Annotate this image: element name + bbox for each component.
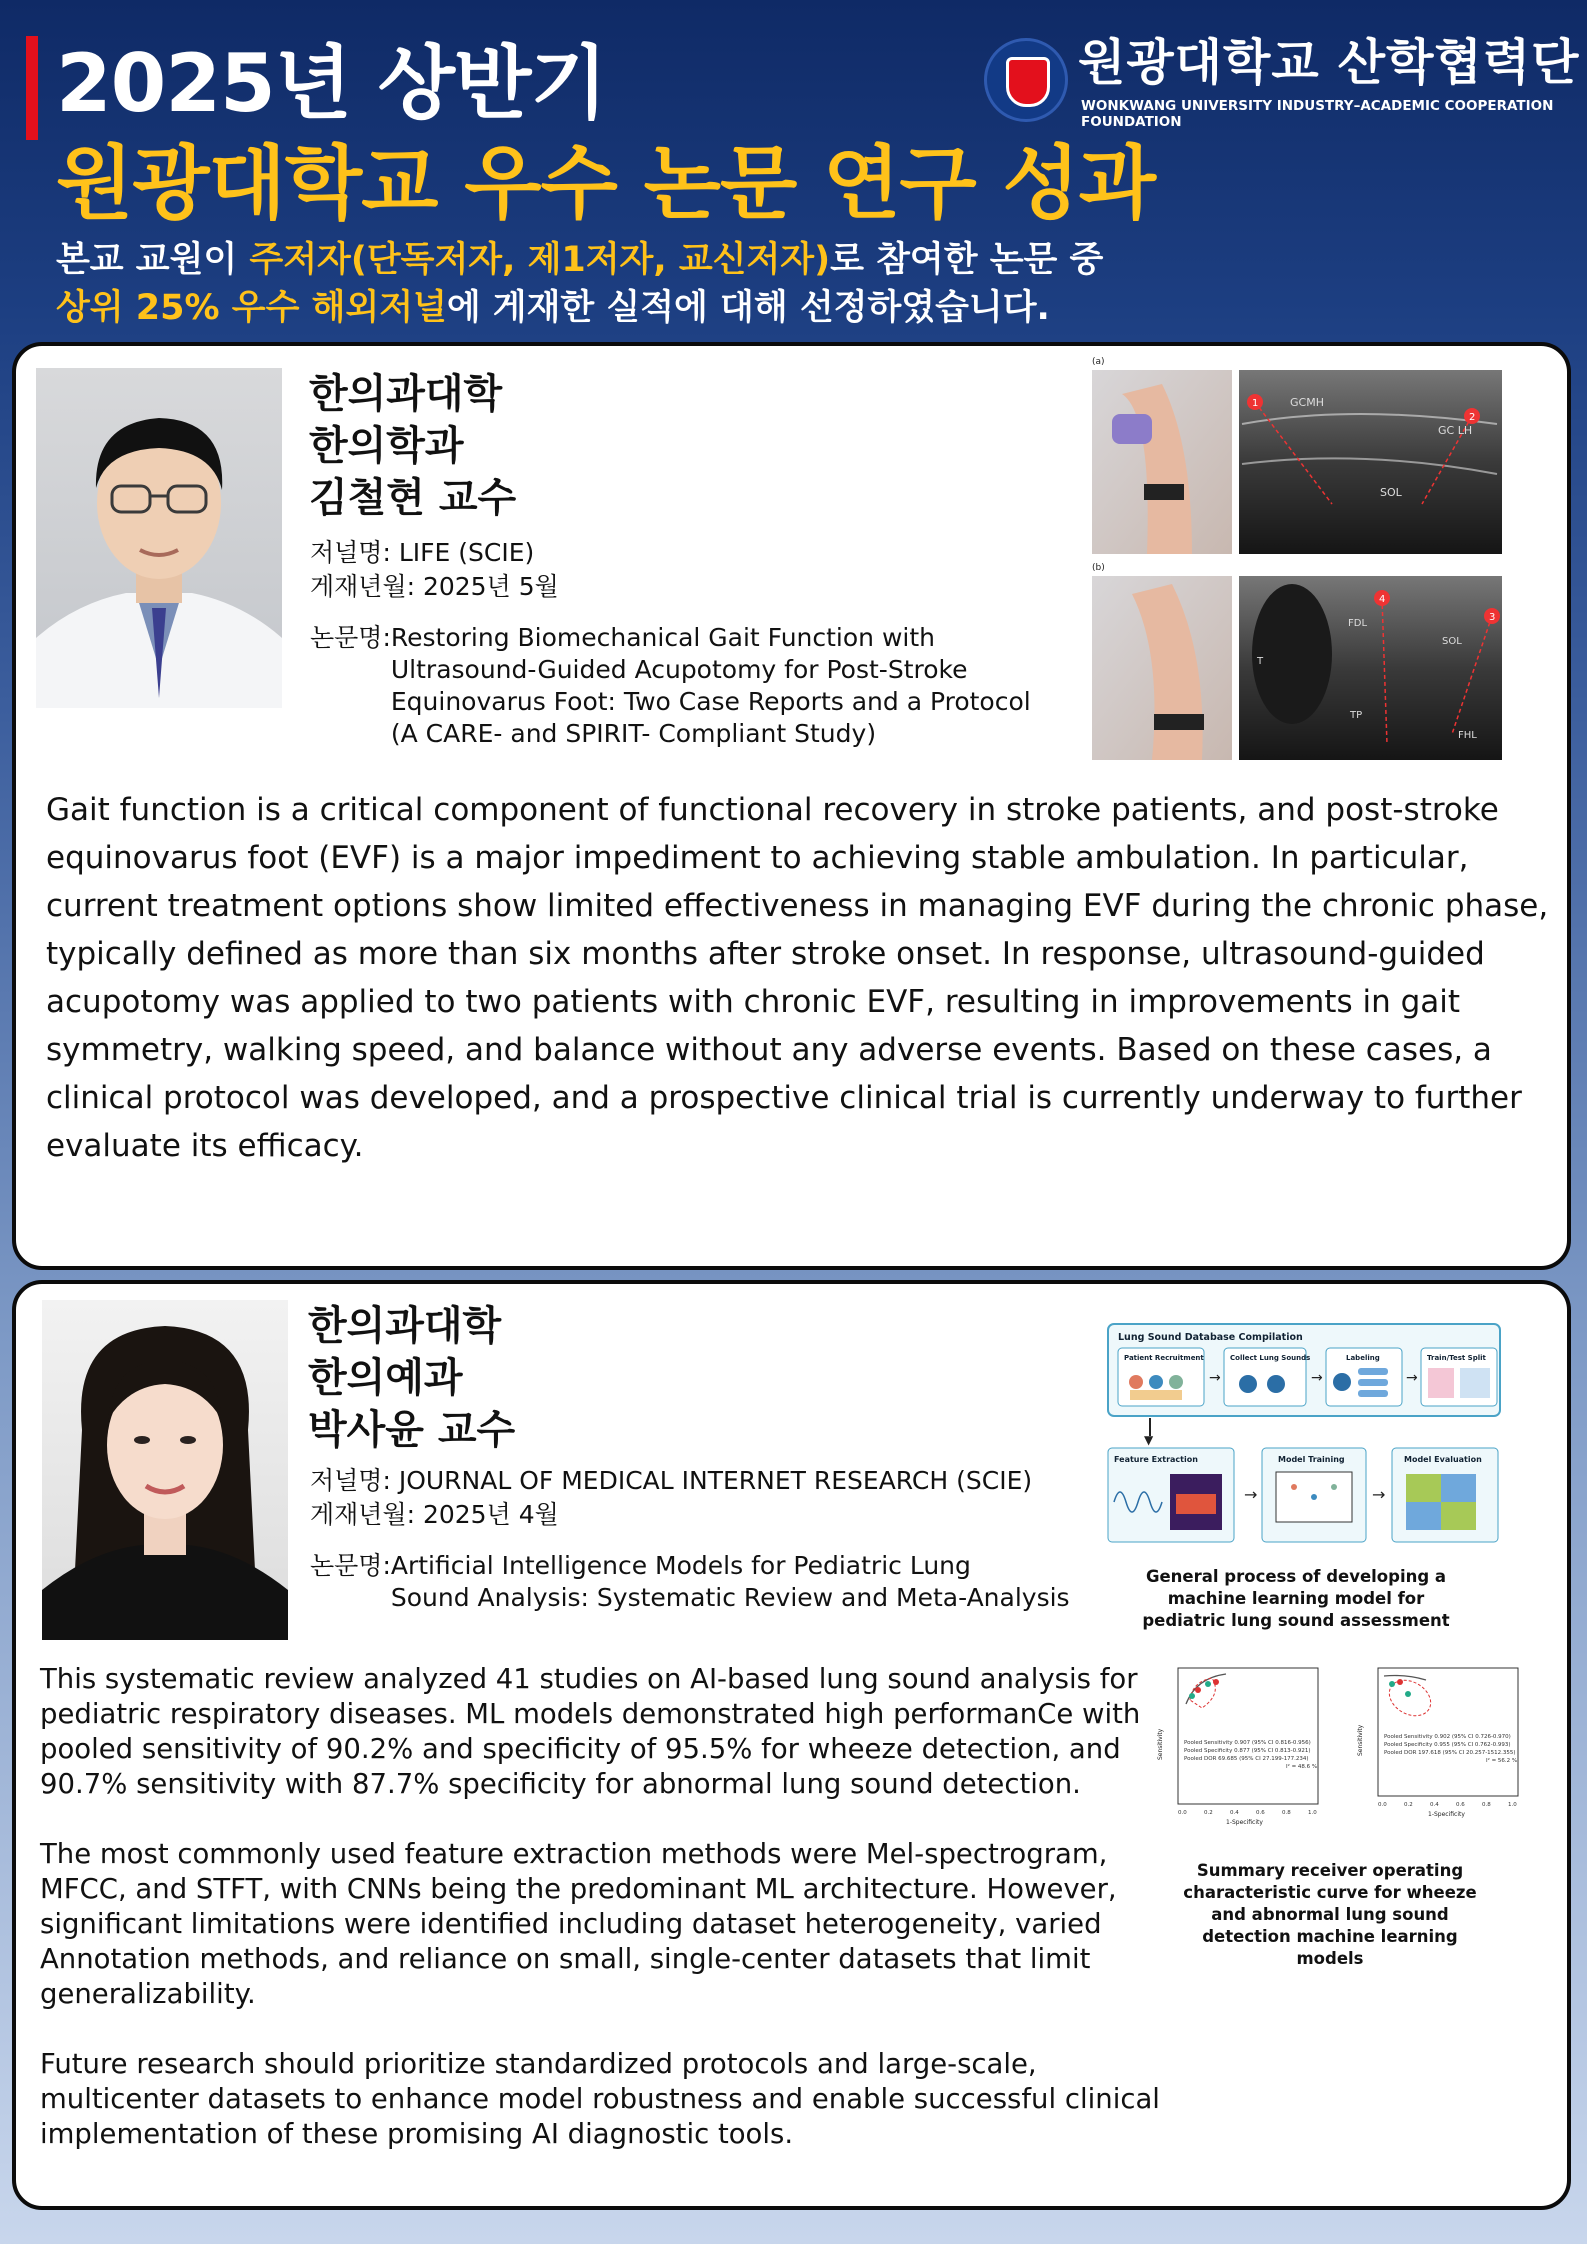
professor-photo-2 xyxy=(42,1300,288,1640)
flow-step-4: Train/Test Split xyxy=(1427,1354,1486,1362)
sroc-tick: 1.0 xyxy=(1308,1810,1317,1816)
department-name: 한의학과 xyxy=(309,423,464,469)
marker-1: 1 xyxy=(1252,398,1259,409)
paper-title xyxy=(391,1550,1070,1614)
paper-title-label: 논문명: xyxy=(310,623,391,652)
flow-step-3: Labeling xyxy=(1346,1354,1380,1362)
college-name: 한의과대학 xyxy=(309,371,503,417)
paper-card-1 xyxy=(12,342,1571,1270)
abstract-paragraph: The most commonly used feature extraction methods were Mel-spectrogram, MFCC, and STFT, with CNNs being the predominant ML architecture. However, significant limitations were identified including dataset heterogeneity, varied Annotation methods, and reliance on small, single-center datasets that limit generalizability. xyxy=(40,1838,1117,2010)
author-block-2 xyxy=(308,1300,515,1456)
professor-photo-1 xyxy=(36,368,282,708)
marker-4: 4 xyxy=(1379,594,1386,605)
title-line-1: 2025년 상반기 xyxy=(56,37,607,130)
paper-title-line: Sound Analysis: Systematic Review and Meta-Analysis xyxy=(390,1583,1070,1612)
ultrasound-image-a xyxy=(1239,370,1502,554)
logo-shield-icon xyxy=(1006,57,1050,107)
title-accent-bar xyxy=(26,36,38,140)
paper-title xyxy=(391,622,1031,750)
paper-card-2 xyxy=(12,1280,1571,2210)
intro-1b: 주저자(단독저자, 제1저자, 교신저자) xyxy=(249,240,831,280)
sroc-tick: 0.4 xyxy=(1430,1802,1439,1808)
sroc-stat: Pooled DOR 69.685 (95% CI 27.199-177.234) xyxy=(1184,1756,1309,1762)
sroc-plot-right xyxy=(1357,1668,1518,1818)
sroc-tick: 0.2 xyxy=(1404,1802,1413,1808)
abstract-2 xyxy=(40,1662,1200,2187)
flow-step-6: Model Training xyxy=(1278,1455,1345,1464)
abstract-paragraph: This systematic review analyzed 41 studies on AI-based lung sound analysis for pediatric respiratory diseases. ML models demonstrated high performanCe with pooled sensitivity of 90.2% and specificity of 95.5% for wheeze detection, and 90.7% sensitivity with 87.7% specificity for abnormal lung sound detection. xyxy=(40,1663,1141,1800)
flow-step-1: Patient Recruitment xyxy=(1124,1354,1204,1362)
label-gcmh: GCMH xyxy=(1290,396,1324,409)
sroc-stat: I² = 56.2 % xyxy=(1486,1758,1518,1764)
title-line-2: 원광대학교 우수 논문 연구 성과 xyxy=(56,137,1156,230)
fig-label-b: (b) xyxy=(1092,563,1105,573)
university-logo-icon xyxy=(984,38,1068,122)
intro-text xyxy=(56,236,1103,332)
paper-title-line: (A CARE- and SPIRIT- Compliant Study) xyxy=(390,719,877,748)
flow-arrow-icon: → xyxy=(1372,1485,1386,1504)
professor-name: 김철현 교수 xyxy=(309,475,517,521)
sroc-tick: 0.6 xyxy=(1256,1810,1265,1816)
sroc-stat: Pooled Sensitivity 0.902 (95% CI 0.726-0.970) xyxy=(1384,1734,1511,1740)
sroc-ylabel: Sensitivity xyxy=(1357,1724,1364,1756)
department-name: 한의예과 xyxy=(308,1355,463,1401)
label-sol: SOL xyxy=(1380,486,1402,499)
marker-2: 2 xyxy=(1469,412,1476,423)
sroc-stat: Pooled Sensitivity 0.907 (95% CI 0.816-0.956) xyxy=(1184,1740,1311,1746)
label-tp: TP xyxy=(1350,710,1363,721)
org-name-korean: 원광대학교 산학협력단 xyxy=(1078,34,1580,91)
flow-step-2: Collect Lung Sounds xyxy=(1230,1354,1311,1362)
publish-date: 게재년월: 2025년 5월 xyxy=(310,572,559,601)
label-sol-b: SOL xyxy=(1442,636,1462,647)
journal-name: 저널명: LIFE (SCIE) xyxy=(310,538,535,567)
paper-title-label: 논문명: xyxy=(310,1551,391,1580)
sroc-stat: Pooled Specificity 0.877 (95% CI 0.813-0.921) xyxy=(1184,1748,1311,1754)
marker-3: 3 xyxy=(1489,612,1496,623)
org-name-english: WONKWANG UNIVERSITY INDUSTRY–ACADEMIC COOPERATION FOUNDATION xyxy=(1081,98,1554,130)
sroc-plots xyxy=(1156,1664,1536,1832)
flow-arrow-icon: → xyxy=(1244,1485,1258,1504)
sroc-tick: 0.8 xyxy=(1282,1810,1291,1816)
sroc-tick: 0.2 xyxy=(1204,1810,1213,1816)
college-name: 한의과대학 xyxy=(308,1303,502,1349)
fig-label-a: (a) xyxy=(1092,357,1105,367)
sroc-tick: 0.0 xyxy=(1378,1802,1387,1808)
paper-meta-2 xyxy=(310,1464,1110,1614)
intro-1a: 본교 교원이 xyxy=(56,240,250,280)
ultrasound-figure xyxy=(1092,354,1522,766)
paper-title-line: Artificial Intelligence Models for Pediatric Lung xyxy=(390,1551,971,1580)
flow-arrow-down-icon: ▼ xyxy=(1144,1433,1154,1447)
sroc-ylabel: Sensitivity xyxy=(1157,1728,1164,1760)
sroc-stat: Pooled DOR 197.618 (95% CI 20.257-1512.355) xyxy=(1384,1750,1516,1756)
label-fdl: FDL xyxy=(1348,618,1368,629)
flow-step-5: Feature Extraction xyxy=(1114,1455,1198,1464)
intro-1c: 로 참여한 논문 중 xyxy=(830,240,1104,280)
label-fhl: FHL xyxy=(1458,730,1477,741)
sroc-stat: I² = 48.6 % xyxy=(1286,1764,1318,1770)
flow-arrow-icon: → xyxy=(1406,1370,1418,1386)
paper-title-line: Ultrasound-Guided Acupotomy for Post-Stroke xyxy=(390,655,968,684)
flow-arrow-icon: → xyxy=(1311,1370,1323,1386)
sroc-xlabel: 1-Specificity xyxy=(1428,1811,1465,1818)
flow-heading: Lung Sound Database Compilation xyxy=(1118,1332,1303,1343)
publish-date: 게재년월: 2025년 4월 xyxy=(310,1500,559,1529)
ml-pipeline-diagram xyxy=(1106,1322,1516,1548)
intro-2b: 에 게재한 실적에 대해 선정하였습니다. xyxy=(446,288,1050,328)
sroc-tick: 1.0 xyxy=(1508,1802,1517,1808)
sroc-tick: 0.4 xyxy=(1230,1810,1239,1816)
sroc-tick: 0.0 xyxy=(1178,1810,1187,1816)
sroc-stat: Pooled Specificity 0.955 (95% CI 0.762-0.993) xyxy=(1384,1742,1511,1748)
paper-meta-1 xyxy=(310,536,1090,750)
abstract-1: Gait function is a critical component of functional recovery in stroke patients, and post-stroke equinovarus foot (EVF) is a major impediment to achieving stable ambulation. In particular, current treatment options show limited effectiveness in managing EVF during the chronic phase, typically defined as more than six months after stroke onset. In response, ultrasound-guided acupotomy was applied to two patients with chronic EVF, resulting in improvements in gait symmetry, walking speed, and balance without any adverse events. Based on these cases, a clinical protocol was developed, and a prospective clinical trial is currently underway to further evaluate its efficacy. xyxy=(46,792,1549,1164)
professor-name: 박사윤 교수 xyxy=(308,1407,516,1453)
sroc-caption: Summary receiver operating characteristic curve for wheeze and abnormal lung sound detection machine learning models xyxy=(1183,1861,1477,1968)
sroc-xlabel: 1-Specificity xyxy=(1226,1819,1263,1826)
sroc-tick: 0.6 xyxy=(1456,1802,1465,1808)
flow-arrow-icon: → xyxy=(1209,1370,1221,1386)
abstract-paragraph: Future research should prioritize standardized protocols and large-scale, multicenter datasets to enhance model robustness and enable successful clinical implementation of these promising AI diagnostic tools. xyxy=(40,2048,1160,2150)
sroc-tick: 0.8 xyxy=(1482,1802,1491,1808)
label-gclh: GC LH xyxy=(1438,424,1473,437)
flow-caption: General process of developing a machine learning model for pediatric lung sound assessment xyxy=(1142,1567,1450,1630)
paper-title-line: Restoring Biomechanical Gait Function with xyxy=(390,623,936,652)
label-t: T xyxy=(1257,656,1264,667)
journal-name: 저널명: JOURNAL OF MEDICAL INTERNET RESEARCH (SCIE) xyxy=(310,1466,1033,1495)
flow-step-7: Model Evaluation xyxy=(1404,1455,1482,1464)
intro-2a: 상위 25% 우수 해외저널 xyxy=(56,288,447,328)
paper-title-line: Equinovarus Foot: Two Case Reports and a Protocol xyxy=(390,687,1031,716)
author-block-1 xyxy=(309,368,516,524)
